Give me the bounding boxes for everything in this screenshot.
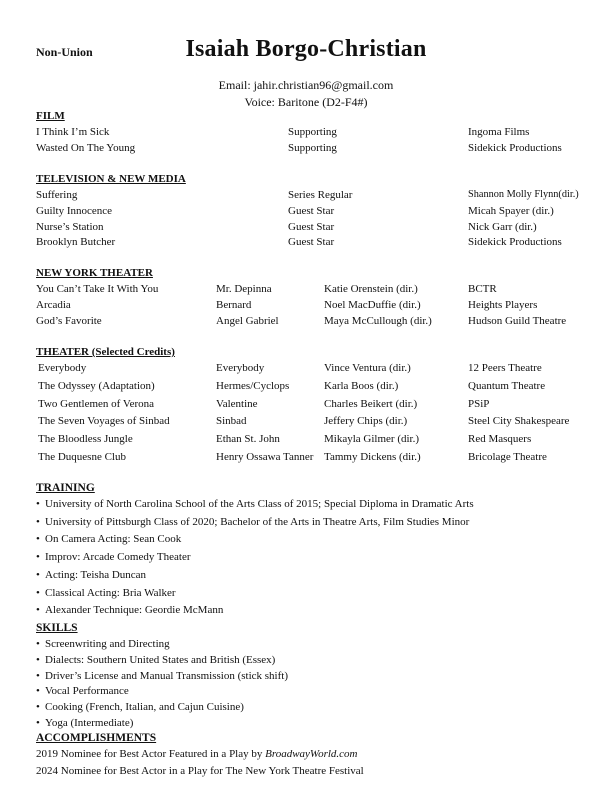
credit-role: Guest Star: [288, 236, 335, 248]
theater-row: [0, 398, 612, 414]
voice-type: Voice: Baritone (D2-F4#): [244, 95, 368, 109]
credit-role: Supporting: [288, 142, 337, 154]
publication-name: BroadwayWorld.com: [265, 748, 358, 760]
contact-email: Email: jahir.christian96@gmail.com: [218, 78, 394, 92]
list-item: • Vocal Performance: [36, 685, 129, 697]
union-status: Non-Union: [36, 45, 93, 59]
credit-role: Guest Star: [288, 221, 335, 233]
credit-title: Guilty Innocence: [36, 205, 113, 217]
credit-director: Noel MacDuffie (dir.): [324, 299, 421, 311]
credit-title: Two Gentlemen of Verona: [38, 398, 155, 410]
credit-role: Guest Star: [288, 205, 335, 217]
list-item: • Improv: Arcade Comedy Theater: [36, 551, 191, 563]
credit-title: The Bloodless Jungle: [38, 433, 133, 445]
actor-name: Isaiah Borgo-Christian: [185, 36, 427, 62]
credit-director: Tammy Dickens (dir.): [324, 451, 421, 463]
list-item: • University of Pittsburgh Class of 2020; Bachelor of the Arts in Theatre Arts, Film Studies Minor: [36, 516, 470, 528]
theater-row: [0, 415, 612, 431]
film-row: [0, 126, 612, 142]
credit-role: Sinbad: [216, 415, 247, 427]
tv-row: [0, 221, 612, 237]
training-heading: TRAINING: [36, 482, 95, 494]
credit-director: Micah Spayer (dir.): [468, 205, 554, 217]
credit-title: I Think I’m Sick: [36, 126, 110, 138]
tv-row: [0, 189, 612, 205]
credit-title: Nurse’s Station: [36, 221, 104, 233]
list-item: • Dialects: Southern United States and British (Essex): [36, 654, 276, 666]
tv-row: [0, 236, 612, 252]
credit-director: Katie Orenstein (dir.): [324, 283, 418, 295]
ny-theater-row: [0, 299, 612, 315]
credit-title: Brooklyn Butcher: [36, 236, 116, 248]
credit-company: Bricolage Theatre: [468, 451, 547, 463]
credit-company: Hudson Guild Theatre: [468, 315, 567, 327]
credit-director: Shannon Molly Flynn(dir.): [468, 189, 579, 200]
theater-row: [0, 451, 612, 467]
credit-company: Sidekick Productions: [468, 142, 562, 154]
list-item: • Classical Acting: Bria Walker: [36, 587, 176, 599]
credit-director: Nick Garr (dir.): [468, 221, 537, 233]
credit-role: Bernard: [216, 299, 252, 311]
credit-company: Sidekick Productions: [468, 236, 562, 248]
credit-company: Heights Players: [468, 299, 538, 311]
credit-company: Red Masquers: [468, 433, 532, 445]
list-item: • Screenwriting and Directing: [36, 638, 170, 650]
credit-director: Mikayla Gilmer (dir.): [324, 433, 420, 445]
credit-director: Charles Beikert (dir.): [324, 398, 418, 410]
skills-heading: SKILLS: [36, 622, 78, 634]
credit-title: Everybody: [38, 362, 87, 374]
list-item: • Acting: Teisha Duncan: [36, 569, 147, 581]
credit-title: Wasted On The Young: [36, 142, 136, 154]
tv-heading: TELEVISION & NEW MEDIA: [36, 173, 186, 185]
credit-title: God’s Favorite: [36, 315, 102, 327]
list-item: • Alexander Technique: Geordie McMann: [36, 604, 224, 616]
list-item: • Yoga (Intermediate): [36, 717, 134, 729]
theater-heading: THEATER (Selected Credits): [36, 346, 175, 358]
credit-company: 12 Peers Theatre: [468, 362, 542, 374]
film-row: [0, 142, 612, 158]
credit-title: The Duquesne Club: [38, 451, 126, 463]
credit-company: Steel City Shakespeare: [468, 415, 570, 427]
credit-company: Ingoma Films: [468, 126, 530, 138]
list-item: • Driver’s License and Manual Transmission (stick shift): [36, 670, 288, 682]
theater-row: [0, 362, 612, 378]
credit-company: PSiP: [468, 398, 490, 410]
tv-row: [0, 205, 612, 221]
credit-role: Henry Ossawa Tanner: [216, 451, 314, 463]
list-item: • Cooking (French, Italian, and Cajun Cuisine): [36, 701, 244, 713]
credit-director: Vince Ventura (dir.): [324, 362, 411, 374]
credit-company: Quantum Theatre: [468, 380, 546, 392]
credit-title: Arcadia: [36, 299, 71, 311]
credit-director: Jeffery Chips (dir.): [324, 415, 408, 427]
theater-row: [0, 433, 612, 449]
credit-role: Mr. Depinna: [216, 283, 272, 295]
credit-company: BCTR: [468, 283, 497, 295]
credit-title: The Odyssey (Adaptation): [38, 380, 155, 392]
accomplishments-heading: ACCOMPLISHMENTS: [36, 732, 157, 744]
credit-role: Everybody: [216, 362, 265, 374]
credit-title: Suffering: [36, 189, 78, 201]
film-heading: FILM: [36, 110, 65, 122]
credit-role: Valentine: [216, 398, 258, 410]
credit-role: Series Regular: [288, 189, 353, 201]
accomplishment-item: 2024 Nominee for Best Actor in a Play for The New York Theatre Festival: [36, 765, 364, 777]
credit-role: Ethan St. John: [216, 433, 280, 445]
credit-role: Hermes/Cyclops: [216, 380, 290, 392]
credit-title: The Seven Voyages of Sinbad: [38, 415, 170, 427]
credit-director: Karla Boos (dir.): [324, 380, 399, 392]
ny-theater-row: [0, 315, 612, 331]
credit-role: Angel Gabriel: [216, 315, 279, 327]
credit-role: Supporting: [288, 126, 337, 138]
list-item: • On Camera Acting: Sean Cook: [36, 533, 182, 545]
list-item: • University of North Carolina School of the Arts Class of 2015; Special Diploma in Dramatic Arts: [36, 498, 474, 510]
credit-title: You Can’t Take It With You: [36, 283, 159, 295]
credit-director: Maya McCullough (dir.): [324, 315, 432, 327]
ny-theater-heading: NEW YORK THEATER: [36, 267, 153, 279]
theater-row: [0, 380, 612, 396]
ny-theater-row: [0, 283, 612, 299]
accomplishment-item: 2019 Nominee for Best Actor Featured in a Play by BroadwayWorld.com: [36, 748, 358, 760]
